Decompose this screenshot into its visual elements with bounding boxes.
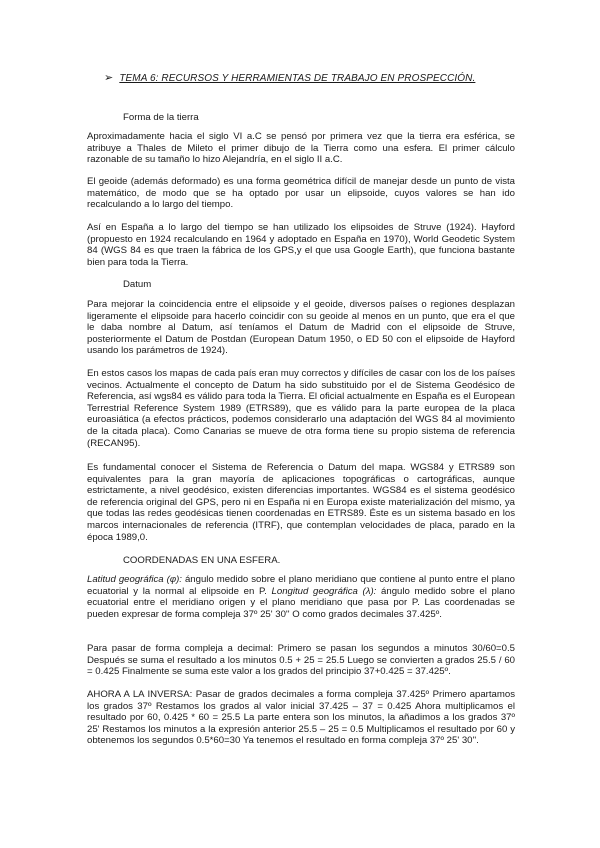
paragraph-coord-2: Para pasar de forma compleja a decimal: Primero se pasan los segundos a minutos 30/60=0.5 Después se suma el resultado a los minutos 0.5 + 25 = 25.5 Luego se convierten a grados 25.5 / 60 = 0.425 Finalmente se suma este valor a los grados del principio 37+0.425 = 37.425º. (87, 643, 515, 678)
latitud-text: ángulo medido sobre el plano meridiano que contiene al punto entre el plano ecuatorial y la normal al elipsoide en P. (87, 574, 515, 597)
paragraph-datum-3: Es fundamental conocer el Sistema de Referencia o Datum del mapa. WGS84 y ETRS89 son equivalentes para la gran mayoría de aplicaciones topográficas o cartográficas, aunque estrictamente, a nivel geodésico, existen diferencias importantes. WGS84 es el sistema geodésico de referencia original del GPS, pero ni en España ni en Europa existe materialización del mismo, ya que todas las redes geodésicas tienen coordenadas en ETRS89. Éste es un sistema basado en los marcos internacionales de referencia (ITRF), que contemplan velocidades de placa, parado en la época 1989,0. (87, 462, 515, 543)
latitud-term: Latitud geográfica (φ): (87, 574, 182, 585)
paragraph-coord-3: AHORA A LA INVERSA: Pasar de grados decimales a forma compleja 37.425º Primero apartamos los grados 37º Restamos los grados al valor inicial 37.425 – 37 = 0.425 Ahora multiplicamos el resultado por 60, 0.425 * 60 = 25.5 La parte entera son los minutos, la añadimos a los grados 37º 25' Restamos los minutos a la expresión anterior 25.5 – 25 = 0.5 Multiplicamos el resultado por 60 y obtenemos los segundos 0.5*60=30 Ya tenemos el resultado en forma compleja 37º 25' 30''. (87, 689, 515, 747)
longitud-term: Longitud geográfica (λ): (271, 585, 377, 597)
paragraph-datum-2: En estos casos los mapas de cada país eran muy correctos y difíciles de casar con los de los países vecinos. Actualmente el concepto de Datum ha sido substituido por el de Sistema Geodésico de Referencia, así wgs84 es válido para toda la Tierra. El oficial actualmente en España es el European Terrestrial Reference System 1989 (ETRS89), que es válido para la parte europea de la placa euroasiática (a efectos prácticos, podemos considerarlo una adaptación del WGS 84 al movimiento de la citada placa). Como Canarias se mueve de otra forma tiene su propio sistema de referencia (RECAN95). (87, 368, 515, 449)
heading-datum: Datum (123, 279, 152, 290)
paragraph-forma-2: El geoide (además deformado) es una forma geométrica difícil de manejar desde un punto de vista matemático, de modo que se ha optado por usar un elipsoide, cuyos valores se han ido recalculando a lo largo del tiempo. (87, 176, 515, 211)
document-title (104, 71, 475, 84)
heading-coordenadas: COORDENADAS EN UNA ESFERA. (123, 555, 281, 566)
heading-forma: Forma de la tierra (123, 112, 199, 123)
arrow-bullet-icon: ➢ (104, 72, 114, 84)
longitud-text: ángulo medido sobre el plano ecuatorial entre el meridiano origen y el plano meridiano que pasa por P. Las coordenadas se pueden expresar de forma compleja 37º 25' 30'' O como grados decimales 37.425º. (87, 585, 515, 620)
paragraph-datum-1: Para mejorar la coincidencia entre el elipsoide y el geoide, diversos países o regiones desplazan ligeramente el elipsoide para hacerlo coincidir con su geoide al menos en un punto, que era el que le daba nombre al Datum, así teníamos el Datum de Madrid con el elipsoide de Struve, posteriormente el Datum de Postdan (European Datum 1950, o ED 50 con el elipsoide de Hayford usando los parámetros de 1924). (87, 299, 515, 357)
paragraph-forma-1: Aproximadamente hacia el siglo VI a.C se pensó por primera vez que la tierra era esférica, se atribuye a Thales de Mileto el primer dibujo de la Tierra como una esfera. El primer cálculo razonable de su tamaño lo hizo Alejandría, en el siglo II a.C. (87, 131, 515, 166)
title-text: TEMA 6: RECURSOS Y HERRAMIENTAS DE TRABAJO EN PROSPECCIÓN. (119, 73, 476, 84)
paragraph-forma-3: Así en España a lo largo del tiempo se han utilizado los elipsoides de Struve (1924). Hayford (propuesto en 1924 recalculando en 1964 y adoptado en España en 1970), World Geodetic System 84 (WGS 84 es que traen la fábrica de los GPS,y el que usa Google Earth), que funciona bastante bien para toda la Tierra. (87, 222, 515, 268)
paragraph-coord-1 (87, 574, 515, 620)
